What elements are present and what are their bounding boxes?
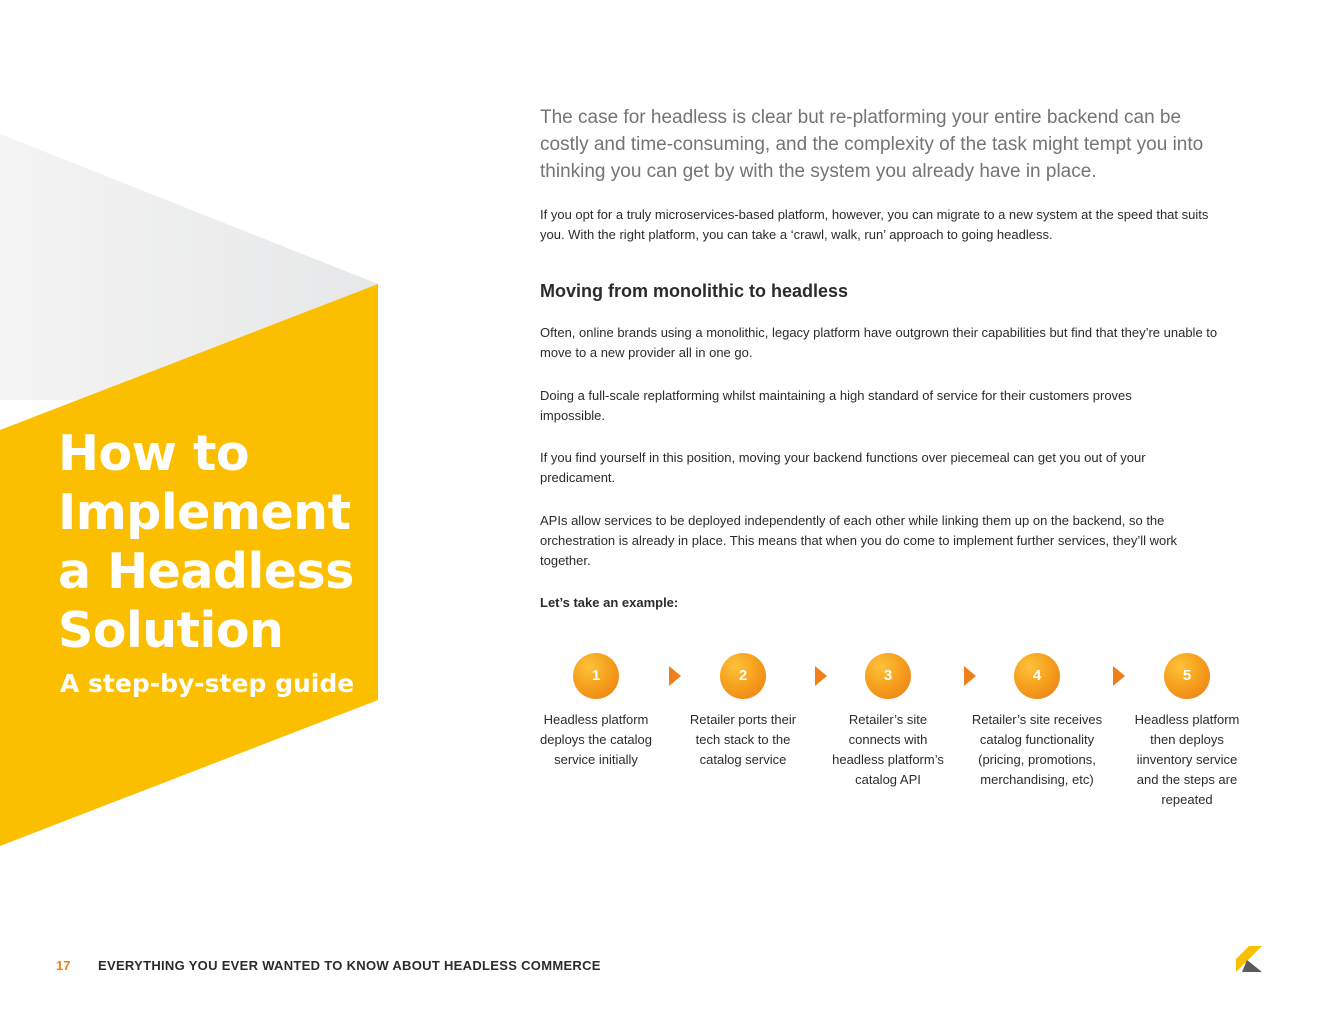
step-number-badge: 1 [573, 653, 619, 699]
footer-title: EVERYTHING YOU EVER WANTED TO KNOW ABOUT HEADLESS COMMERCE [98, 958, 601, 973]
step-description: Retailer’s site connects with headless platform’s catalog API [832, 712, 944, 787]
intro-paragraph: If you opt for a truly microservices-based platform, however, you can migrate to a new system at the speed that suits you. With the right platform, you can take a ‘crawl, walk, run’ approach to going headless. [540, 207, 1209, 242]
step-number-badge: 2 [720, 653, 766, 699]
main-content [540, 104, 1230, 613]
hero-title: How to Implement a Headless Solution [58, 425, 354, 659]
process-step-5 [1126, 653, 1248, 810]
body-paragraph-1: Often, online brands using a monolithic, legacy platform have outgrown their capabilities but find that they’re unable to move to a new provider all in one go. [540, 325, 1218, 360]
step-description: Retailer ports their tech stack to the catalog service [689, 712, 797, 767]
step-number-badge: 3 [865, 653, 911, 699]
lead-paragraph: The case for headless is clear but re-platforming your entire backend can be costly and time-consuming, and the complexity of the task might tempt you into thinking you can get by with the system you already have in place. [540, 107, 1204, 182]
process-step-2 [678, 653, 808, 770]
step-description: Headless platform deploys the catalog service initially [539, 712, 653, 767]
step-number-badge: 5 [1164, 653, 1210, 699]
process-step-3 [823, 653, 953, 790]
page-number: 17 [56, 958, 71, 973]
section-heading: Moving from monolithic to headless [540, 281, 849, 301]
step-description: Headless platform then deploys iinventory service and the steps are repeated [1134, 712, 1240, 807]
example-label: Let’s take an example: [540, 595, 679, 610]
hero-subtitle: A step-by-step guide [60, 669, 355, 698]
process-step-4 [966, 653, 1108, 790]
body-paragraph-2: Doing a full-scale replatforming whilst maintaining a high standard of service for their customers proves impossible. [540, 388, 1132, 423]
brand-logo-icon [1234, 946, 1262, 972]
process-step-1 [531, 653, 661, 770]
step-description: Retailer’s site receives catalog functionality (pricing, promotions, merchandising, etc) [971, 712, 1103, 787]
step-number-badge: 4 [1014, 653, 1060, 699]
body-paragraph-4: APIs allow services to be deployed independently of each other while linking them up on the backend, so the orchestration is already in place. This means that when you do come to implement further services, they’ll work together. [540, 513, 1178, 568]
arrow-right-icon [1113, 666, 1125, 686]
body-paragraph-3: If you find yourself in this position, moving your backend functions over piecemeal can get you out of your predicament. [540, 450, 1146, 485]
